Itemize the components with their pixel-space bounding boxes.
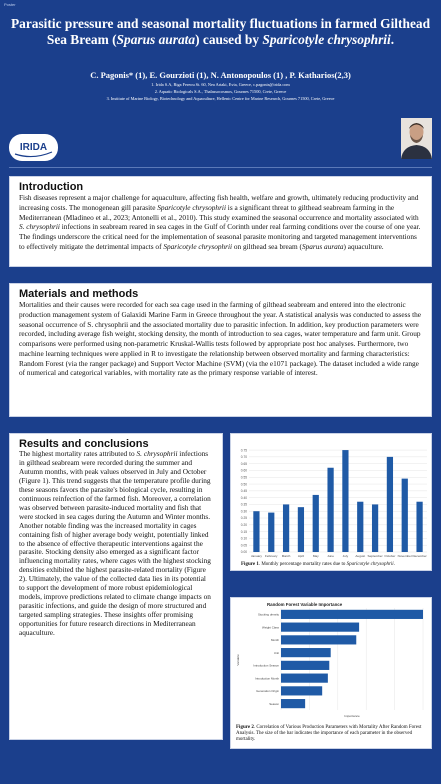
y-tick-label: 0.60 <box>240 468 247 473</box>
bar-may <box>313 495 319 552</box>
title-species: Sparus aurata <box>116 32 196 47</box>
category-label: Introduction Month <box>255 676 279 681</box>
category-label: Weight Class <box>262 625 279 630</box>
bar-july <box>342 450 348 552</box>
x-tick-label: April <box>297 554 305 558</box>
bar-november <box>402 479 408 552</box>
category-label: Generation Origin <box>256 689 279 694</box>
methods-text: Mortalities and their causes were recorded for each sea cage used in the farming of gilthead seabream and entered into the electronic production management system of Galaxidi Marine Farm in Greece throughout the year. A statistical analysis was conducted to assess the seasonal occurrence of S. chrysophrii and the associated mortality due to parasitic infection. In addition, key production parameters were recorded, including average fish weight, stocking density, the month of introduction to sea cages, water temperature and farm unit. Group comparisons were performed using non-parametric Kruskal-Wallis tests followed by appropriate post hoc analyses. Furthermore, two machine learning techniques were applied in R to investigate the relationship between observed mortality and farming characteristics: Random Forest (via the ranger package) and Support Vector Machine (SVM) (via the e1071 package). The dataset included a wide range of numerical and categorical variables, with mortality rate as the primary response variable of interest. <box>19 300 422 378</box>
x-tick-label: December <box>412 554 427 558</box>
x-tick-label: January <box>250 554 262 558</box>
irida-logo <box>9 134 58 161</box>
y-tick-label: 0.75 <box>240 448 247 453</box>
results-section <box>9 433 223 740</box>
chart-title: Random Forest Variable Importance <box>267 602 343 607</box>
author-list: C. Pagonis* (1), E. Gourzioti (1), N. Antonopoulos (1) , P. Katharios(2,3) <box>90 70 351 80</box>
importance-bar <box>281 610 423 619</box>
author-photo <box>401 118 432 159</box>
title-part3: . <box>390 32 395 47</box>
results-heading: Results and conclusions <box>19 438 149 450</box>
bar-january <box>253 511 259 552</box>
y-tick-label: 0.65 <box>240 461 247 466</box>
x-tick-label: February <box>265 554 278 558</box>
results-text: The highest mortality rates attributed to S. chrysophrii infections in gilthead seabream were recorded during the summer and Autumn months, with peak values observed in July and October (Figure 1). This trend suggests that the temperature profile during these seasons favors the parasite's biological cycle, resulting in continuous reinfection of the farmed fish. Moreover, a correlation was observed between parasite-induced mortality and fish that were stocked in sea cages during the Autumn and Winter months. Another notable finding was the increased mortality in cages containing fish of higher average body weight, potentially linked to the absence of effective therapeutic interventions against the parasite. Stocking density also emerged as a significant factor influencing mortality rates, where cages with the highest stocking densities exhibited the highest parasite-related mortality (Figure 2). Ultimately, the value of the collected data lies in its potential to support the development of more robust epidemiological models, improve predictions related to climate change impacts on parasitic infections, and guide the design of more structured and targeted sampling strategies. These insights offer promising opportunities for future research directions in Mediterranean aquaculture. <box>19 449 211 638</box>
introduction-section <box>9 176 432 267</box>
x-tick-label: March <box>281 554 291 558</box>
methods-section <box>9 283 432 417</box>
x-tick-label: May <box>312 554 319 558</box>
methods-heading: Materials and methods <box>19 288 139 300</box>
category-label: Introduction Season <box>253 663 279 668</box>
divider <box>9 167 432 168</box>
x-tick-label: September <box>367 554 383 558</box>
y-tick-label: 0.00 <box>240 550 247 555</box>
y-tick-label: 0.70 <box>240 455 247 460</box>
x-tick-label: June <box>327 554 334 558</box>
y-tick-label: 0.30 <box>240 509 247 514</box>
bar-april <box>298 507 304 552</box>
title-parasite: Sparicotyle chrysophrii <box>262 32 391 47</box>
bar-february <box>268 513 274 552</box>
affiliations <box>0 81 441 102</box>
importance-bar <box>281 699 305 708</box>
y-axis-label: Variable <box>236 654 240 666</box>
y-tick-label: 0.25 <box>240 516 247 521</box>
importance-bar <box>281 686 322 695</box>
x-axis-label: Importance <box>344 714 360 718</box>
category-label: Month <box>270 638 279 643</box>
title-part1: Parasitic pressure and seasonal mortality fluctuations in farmed Gilthead Sea Bream ( <box>10 16 431 47</box>
category-label: Stocking density <box>257 612 279 617</box>
bar-march <box>283 504 289 552</box>
x-tick-label: July <box>342 554 349 558</box>
introduction-heading: Introduction <box>19 181 84 193</box>
importance-bar <box>281 674 328 683</box>
figure-2-caption: Figure 2. Correlation of Various Production Parameters with Mortality After Random Forest Analysis. The size of the bar indicates the importance of each parameter in the observed mortality. <box>236 725 422 742</box>
corner-tag: Poster <box>4 2 16 7</box>
importance-bar <box>281 635 356 644</box>
affiliation-1: 1. Irida S.A, Riga Fereou St. 60, Nea Artaki, Evia, Greece, c.pagonis@irida.com <box>151 82 290 87</box>
logo-text: IRIDA <box>19 142 48 153</box>
introduction-text: Fish diseases represent a major challenge for aquaculture, affecting fish health, welfare and growth, ultimately reducing productivity and increasing costs. The monogenean gill parasite Sparicotyle chrysophrii is a significant threat to gilthead seabream farming in the Mediterranean (Mladineo et al., 2023; Antonelli et al., 2010). This study examined the seasonal occurrence and mortality associated with S. chrysophrii infections in seabream reared in sea cages in the Gulf of Corinth under real farming conditions over the course of one year. The findings underscore the critical need for the implementation of seasonal parasite monitoring and targeted management interventions to effectively mitigate the detrimental impacts of Sparicotyle chrysophrii on gilthead sea bream (Sparus aurata) aquaculture. <box>19 193 421 251</box>
y-tick-label: 0.20 <box>240 523 247 528</box>
y-tick-label: 0.40 <box>240 495 247 500</box>
y-tick-label: 0.50 <box>240 482 247 487</box>
x-tick-label: November <box>397 554 412 558</box>
importance-bar <box>281 661 329 670</box>
variable-importance-chart <box>231 598 431 722</box>
bar-december <box>416 502 422 552</box>
y-tick-label: 0.45 <box>240 489 247 494</box>
category-label: Season <box>269 701 279 706</box>
figure-1 <box>230 433 432 571</box>
bar-september <box>372 504 378 552</box>
y-tick-label: 0.15 <box>240 529 247 534</box>
y-tick-label: 0.55 <box>240 475 247 480</box>
title-part2: ) caused by <box>195 32 263 47</box>
figure-1-caption: Figure 1. Monthly percentage mortality rates due to Sparicotyle chrysophrii. <box>241 562 395 567</box>
y-tick-label: 0.35 <box>240 502 247 507</box>
poster-title <box>10 16 431 48</box>
importance-bar <box>281 623 359 632</box>
figure-2 <box>230 597 432 749</box>
category-label: Unit <box>273 650 279 655</box>
monthly-mortality-chart <box>231 434 431 562</box>
y-tick-label: 0.10 <box>240 536 247 541</box>
bar-august <box>357 502 363 552</box>
y-tick-label: 0.05 <box>240 543 247 548</box>
bar-october <box>387 457 393 552</box>
affiliation-2: 2. Aquatic Biologicals S.A., Thalassocosmos, Gournes 71500, Crete, Greece <box>154 89 287 94</box>
x-tick-label: October <box>384 554 396 558</box>
affiliation-3: 3. Institute of Marine Biology, Biotechnology and Aquaculture, Hellenic Centre for Marine Research, Gournes 71500, Crete, Greece <box>106 96 335 101</box>
x-tick-label: August <box>355 554 366 558</box>
bar-june <box>327 468 333 552</box>
importance-bar <box>281 648 331 657</box>
